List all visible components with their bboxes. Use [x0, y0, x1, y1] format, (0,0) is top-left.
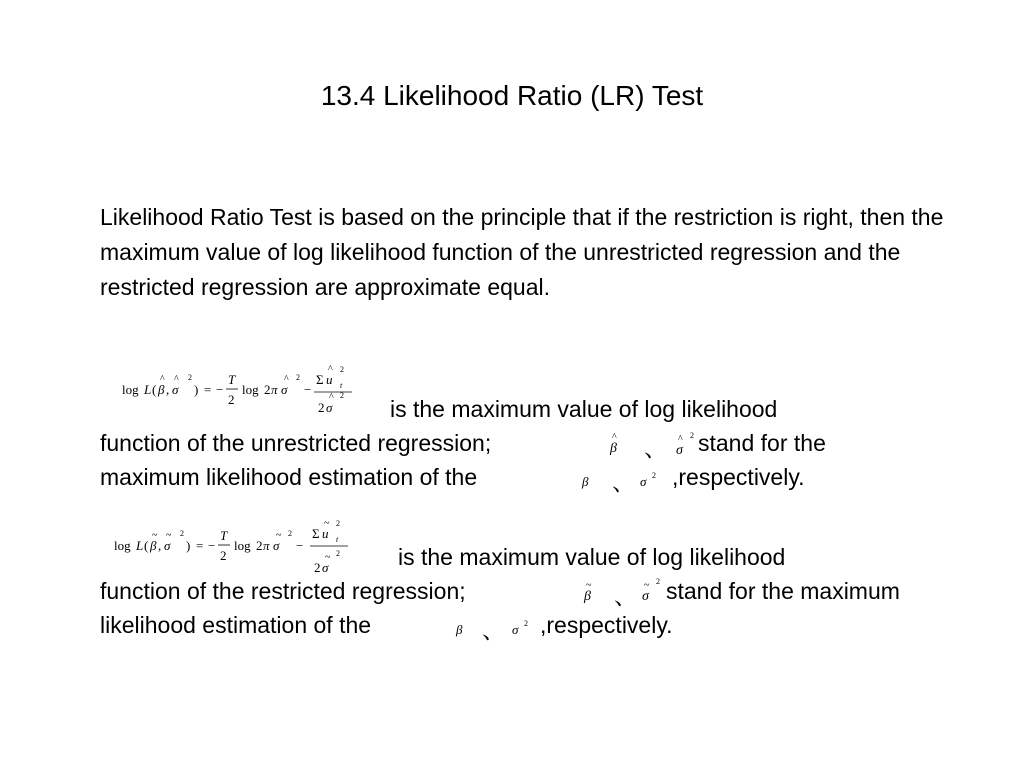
- formula-minus-1: −: [216, 382, 224, 397]
- formula-two: 2: [264, 382, 271, 397]
- beta-tilde-base: β: [584, 589, 591, 604]
- formula-L: L: [144, 382, 152, 397]
- block1-line2a: function of the unrestricted regression;: [100, 430, 492, 456]
- slide-title: 13.4 Likelihood Ratio (LR) Test: [320, 80, 704, 111]
- formula-beta-hat: ^: [160, 374, 165, 385]
- beta-symbol: [578, 468, 598, 499]
- formula2-u-sq: 2: [336, 519, 340, 528]
- formula2-sigma-tilde: ~: [166, 530, 172, 541]
- formula2-two: 2: [256, 538, 263, 553]
- formula-log-2: log: [242, 382, 259, 397]
- sigma-sq-symbol: [636, 468, 664, 499]
- formula-rparen: ): [194, 382, 199, 397]
- formula-log: log: [122, 382, 139, 397]
- block1-line2b: stand for the: [698, 430, 826, 456]
- formula-sigma-hat: ^: [174, 374, 179, 385]
- formula2-sigma3-sq: 2: [336, 549, 340, 558]
- beta-base-2: β: [456, 622, 463, 637]
- formula2-u-tilde: ~: [324, 518, 330, 529]
- beta-tilde-mark: ~: [586, 580, 592, 591]
- formula2-t: t: [336, 535, 339, 544]
- formula-u-hat: ^: [328, 364, 333, 375]
- formula-sigma: σ: [172, 382, 179, 397]
- beta-hat-mark: ^: [612, 432, 617, 443]
- block2-line1: is the maximum value of log likelihood: [398, 544, 786, 570]
- formula-lparen: (: [152, 382, 157, 397]
- sigma-hat-base: σ: [676, 443, 683, 458]
- sigma-tilde-sq-symbol: [640, 574, 666, 609]
- beta-symbol-2: [452, 616, 472, 647]
- formula-sigma-2: σ: [281, 382, 288, 397]
- block2-line2a: function of the restricted regression;: [100, 578, 466, 604]
- unrestricted-log-likelihood-formula: [118, 362, 388, 422]
- sigma-tilde-sq: 2: [656, 577, 660, 586]
- formula-comma: ,: [166, 382, 170, 397]
- formula-sum: Σ: [316, 372, 324, 387]
- formula-beta: β: [158, 382, 165, 397]
- formula-two-3: 2: [318, 400, 325, 415]
- formula2-u: u: [322, 526, 329, 541]
- restricted-log-likelihood-formula: [110, 516, 390, 580]
- sigma-sq-symbol-2: [508, 616, 536, 647]
- formula2-two-3: 2: [314, 560, 321, 575]
- formula-sigma3-hat: ^: [329, 392, 334, 403]
- block2-line3b: ,respectively.: [540, 612, 673, 638]
- beta-hat-symbol: [604, 428, 628, 463]
- formula2-T: T: [220, 528, 228, 543]
- formula-sigma-sq: 2: [188, 373, 192, 382]
- formula2-sigma3-tilde: ~: [325, 552, 331, 563]
- sigma-tilde-mark: ~: [644, 580, 650, 591]
- block2-sep-b: 、: [482, 617, 505, 643]
- formula2-log: log: [114, 538, 131, 553]
- formula-u: u: [326, 372, 333, 387]
- block1-line3a: maximum likelihood estimation of the: [100, 464, 478, 490]
- formula-equals: =: [204, 382, 212, 397]
- block1-line1: is the maximum value of log likelihood: [390, 396, 778, 422]
- formula-two-denom: 2: [228, 392, 235, 407]
- formula-sigma3-sq: 2: [340, 391, 344, 400]
- beta-tilde-symbol: [578, 576, 602, 611]
- sigma-sq-2: 2: [524, 619, 528, 628]
- sigma-base-2: σ: [512, 622, 519, 637]
- formula-sigma-3: σ: [326, 400, 333, 415]
- formula2-sigma2-tilde: ~: [276, 530, 282, 541]
- formula-sigma2-hat: ^: [284, 374, 289, 385]
- beta-base: β: [582, 474, 589, 489]
- beta-hat-base: β: [610, 441, 617, 456]
- formula-t: t: [340, 381, 343, 390]
- formula-pi: π: [271, 382, 278, 397]
- formula2-rparen: ): [186, 538, 191, 553]
- block2-sep-a: 、: [614, 583, 637, 609]
- formula2-sigma: σ: [164, 538, 171, 553]
- formula2-sigma-3: σ: [322, 560, 329, 575]
- block1-line3b: ,respectively.: [672, 464, 805, 490]
- formula2-lparen: (: [144, 538, 149, 553]
- formula2-sigma-sq: 2: [180, 529, 184, 538]
- formula2-comma: ,: [158, 538, 162, 553]
- sigma-base: σ: [640, 474, 647, 489]
- block1-sep-b: 、: [612, 469, 635, 495]
- formula2-minus-2: −: [296, 538, 304, 553]
- formula2-sum: Σ: [312, 526, 320, 541]
- formula2-log-2: log: [234, 538, 251, 553]
- formula2-beta-tilde: ~: [152, 530, 158, 541]
- block2-line2b: stand for the maximum: [666, 578, 900, 604]
- formula-u-sq: 2: [340, 365, 344, 374]
- formula2-L: L: [136, 538, 144, 553]
- formula2-minus-1: −: [208, 538, 216, 553]
- intro-paragraph: Likelihood Ratio Test is based on the principle that if the restriction is right, then the maximum value of log likelihood function of the unrestricted regression and the restricted regression are approximate equal.: [100, 204, 944, 300]
- formula-sigma2-sq: 2: [296, 373, 300, 382]
- formula2-equals: =: [196, 538, 204, 553]
- sigma-sq: 2: [652, 471, 656, 480]
- sigma-hat-sq-symbol: [674, 428, 700, 463]
- block2-line3a: likelihood estimation of the: [100, 612, 372, 638]
- sigma-tilde-base: σ: [642, 589, 649, 604]
- formula2-two-denom: 2: [220, 548, 227, 563]
- formula2-pi: π: [263, 538, 270, 553]
- formula2-sigma-2: σ: [273, 538, 280, 553]
- formula2-beta: β: [150, 538, 157, 553]
- sigma-hat-sq: 2: [690, 431, 694, 440]
- formula-minus-2: −: [304, 382, 312, 397]
- sigma-hat-mark: ^: [678, 434, 683, 445]
- block1-sep-a: 、: [644, 435, 667, 461]
- formula-T: T: [228, 372, 236, 387]
- formula2-sigma2-sq: 2: [288, 529, 292, 538]
